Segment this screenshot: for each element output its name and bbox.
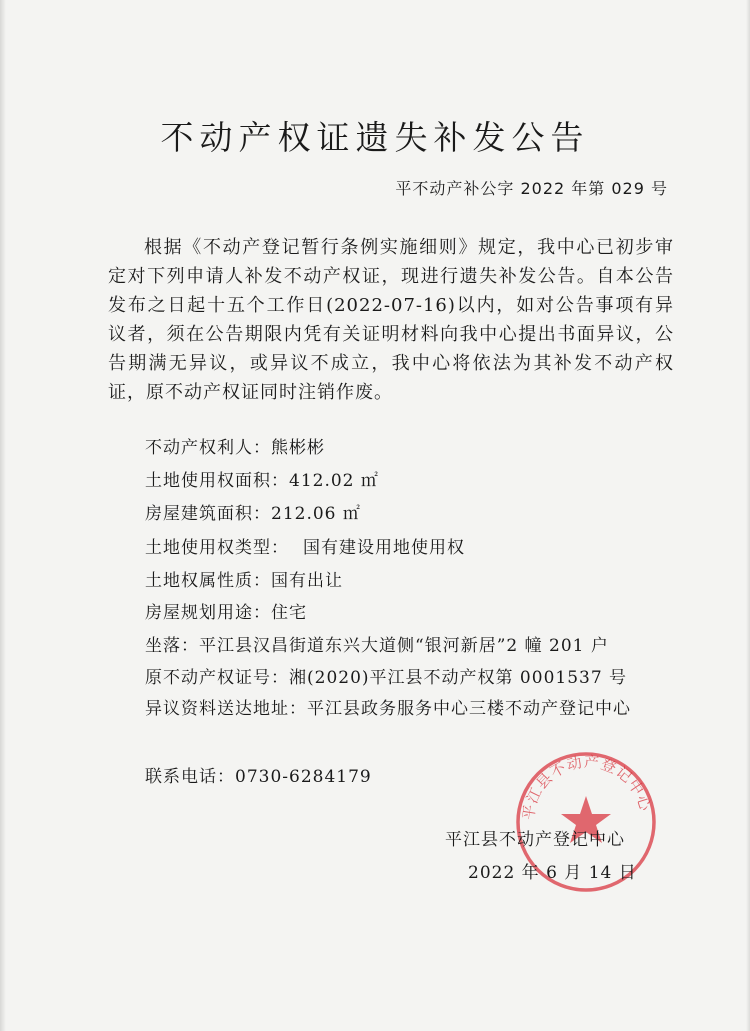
field-value: 湘(2020)平江县不动产权第 0001537 号 — [289, 668, 628, 688]
field-label: 异议资料送达地址： — [145, 699, 307, 719]
field-value: 412.02 ㎡ — [289, 471, 379, 491]
notice-title: 不动产权证遗失补发公告 — [160, 118, 590, 157]
field-label: 土地使用权类型： — [145, 538, 289, 558]
field-value: 0730-6284179 — [235, 767, 372, 787]
field-phone — [145, 762, 372, 787]
issue-date: 2022 年 6 月 14 日 — [468, 863, 637, 883]
field-planned-use — [145, 598, 307, 623]
field-value: 国有建设用地使用权 — [303, 538, 465, 558]
field-value: 平江县政务服务中心三楼不动产登记中心 — [307, 699, 631, 719]
field-location — [145, 631, 609, 656]
field-label: 原不动产权证号： — [145, 668, 289, 688]
field-label: 土地权属性质： — [145, 571, 271, 591]
field-value: 国有出让 — [271, 571, 343, 591]
seal-text: 平江县不动产登记中心 — [519, 752, 655, 822]
field-owner — [145, 433, 325, 458]
field-label: 不动产权利人： — [145, 438, 271, 458]
field-objection-address — [108, 690, 678, 728]
field-value: 212.06 ㎡ — [271, 504, 361, 524]
field-land-nature — [145, 566, 343, 591]
field-label: 联系电话： — [145, 767, 235, 787]
issuer-signature: 平江县不动产登记中心 — [445, 830, 625, 850]
field-label: 土地使用权面积： — [145, 471, 289, 491]
field-label: 房屋规划用途： — [145, 603, 271, 623]
field-value: 熊彬彬 — [271, 438, 325, 458]
field-label: 房屋建筑面积： — [145, 504, 271, 524]
field-building-area — [145, 499, 361, 524]
field-value: 住宅 — [271, 603, 307, 623]
field-label: 坐落： — [145, 636, 199, 656]
document-number: 平不动产补公字 2022 年第 029 号 — [395, 179, 668, 198]
body-paragraph: 根据《不动产登记暂行条例实施细则》规定，我中心已初步审定对下列申请人补发不动产权证，现进行遗失补发公告。自本公告发布之日起十五个工作日(2022-07-16)以内，如对公告事项有异议者，须在公告期限内凭有关证明材料向我中心提出书面异议，公告期满无异议，或异议不成立，我中心将依法为其补发不动产权证，原不动产权证同时注销作废。 — [108, 237, 674, 403]
field-original-cert — [145, 663, 627, 688]
field-land-right-type — [145, 533, 465, 558]
notice-body — [108, 233, 674, 407]
field-land-area — [145, 466, 379, 491]
field-value: 平江县汉昌街道东兴大道侧“银河新居”2 幢 201 户 — [199, 636, 609, 656]
